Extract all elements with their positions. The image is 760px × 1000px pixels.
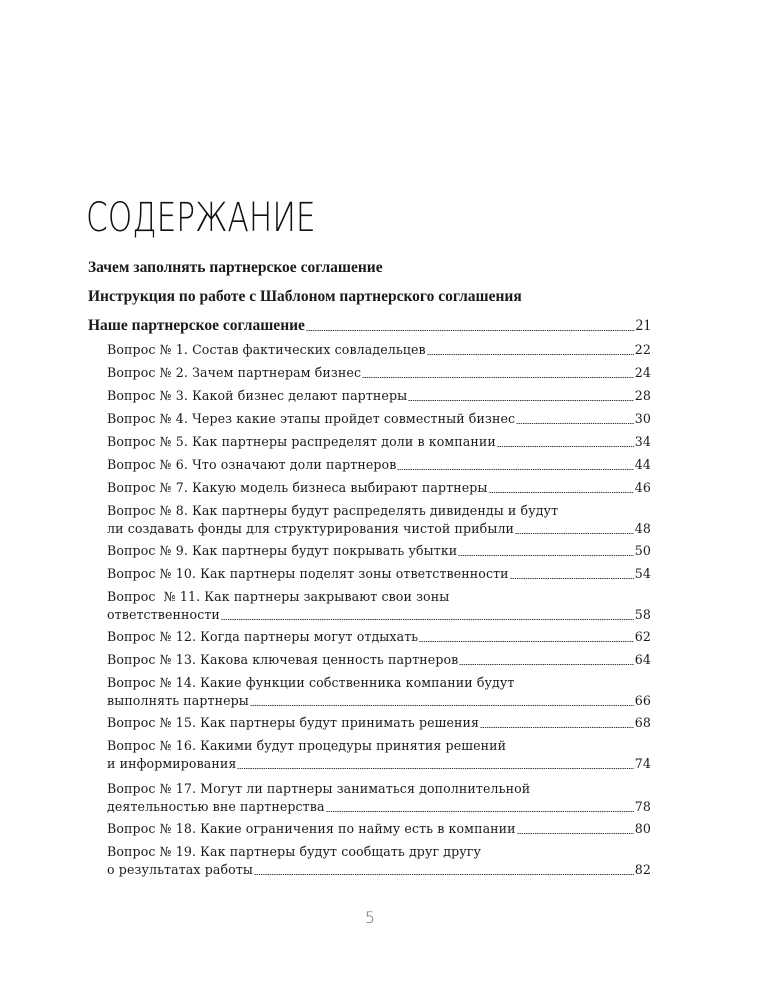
toc-entry-text: Вопрос № 6. Что означают доли партнеров xyxy=(107,457,397,472)
toc-page-number: 30 xyxy=(634,411,651,426)
toc-entry[interactable] xyxy=(107,341,651,359)
dot-leader xyxy=(427,354,634,355)
toc-entry-text: ответственности xyxy=(107,607,220,622)
toc-entry-text: деятельностью вне партнерства xyxy=(107,799,325,814)
dot-leader xyxy=(458,555,633,556)
dot-leader xyxy=(419,641,634,642)
toc-entry[interactable] xyxy=(107,433,651,451)
toc-entry-text: о результатах работы xyxy=(107,862,254,877)
toc-page-number: 58 xyxy=(634,607,651,622)
toc-entry-text: Вопрос № 5. Как партнеры распределят доли в компании xyxy=(107,434,496,449)
toc-page-number: 54 xyxy=(634,566,651,581)
dot-leader xyxy=(510,578,634,579)
toc-entry[interactable] xyxy=(107,674,651,710)
toc-entry-text: выполнять партнеры xyxy=(107,693,249,708)
toc-entry[interactable] xyxy=(107,364,651,382)
toc-page-number: 62 xyxy=(634,629,651,644)
toc-page-number: 80 xyxy=(634,821,651,836)
toc-entry-text: Вопрос № 8. Как партнеры будут распределять дивиденды и будут xyxy=(107,503,559,518)
toc-heading-text: Наше партнерское соглашение xyxy=(88,317,305,334)
dot-leader xyxy=(254,874,634,875)
dot-leader xyxy=(221,619,634,620)
toc-entry-text: Вопрос № 12. Когда партнеры могут отдыхать xyxy=(107,629,419,644)
toc-entry[interactable] xyxy=(107,651,651,669)
dot-leader xyxy=(306,330,635,331)
toc-entry-text: Вопрос № 2. Зачем партнерам бизнес xyxy=(107,365,362,380)
dot-leader xyxy=(516,423,634,424)
toc-page-number: 78 xyxy=(634,799,651,814)
toc-page-number: 82 xyxy=(634,862,651,877)
toc-entry-text: Вопрос № 16. Какими будут процедуры принятия решений xyxy=(107,738,507,753)
toc-heading[interactable] xyxy=(88,317,651,335)
toc-page-number: 46 xyxy=(634,480,651,495)
toc-entry[interactable] xyxy=(107,502,651,538)
toc-page-number: 24 xyxy=(634,365,651,380)
page-number: 5 xyxy=(364,908,376,927)
toc-entry-text: Вопрос № 1. Состав фактических совладельцев xyxy=(107,342,426,357)
toc-entry-text: Вопрос № 3. Какой бизнес делают партнеры xyxy=(107,388,408,403)
toc-entry[interactable] xyxy=(107,542,651,560)
toc-heading[interactable] xyxy=(88,259,651,277)
dot-leader xyxy=(497,446,634,447)
dot-leader xyxy=(397,469,633,470)
toc-entry-text: Вопрос № 14. Какие функции собственника компании будут xyxy=(107,675,515,690)
toc-entry-text: Вопрос № 4. Через какие этапы пройдет совместный бизнес xyxy=(107,411,516,426)
toc-page-number: 22 xyxy=(634,342,651,357)
toc-heading[interactable] xyxy=(88,288,651,306)
toc-entry-text: ли создавать фонды для структурирования чистой прибыли xyxy=(107,521,515,536)
toc-page-number: 28 xyxy=(634,388,651,403)
dot-leader xyxy=(489,492,634,493)
page-title: СОДЕРЖАНИЕ xyxy=(86,195,316,241)
toc-entry-text: Вопрос № 10. Как партнеры поделят зоны ответственности xyxy=(107,566,509,581)
dot-leader xyxy=(362,377,634,378)
toc-entry[interactable] xyxy=(107,410,651,428)
toc-entry[interactable] xyxy=(107,456,651,474)
toc-entry[interactable] xyxy=(107,628,651,646)
toc-entry-text: Вопрос № 19. Как партнеры будут сообщать друг другу xyxy=(107,844,482,859)
toc-page-number: 21 xyxy=(635,317,651,334)
toc-entry[interactable] xyxy=(107,588,651,624)
toc-page-number: 34 xyxy=(634,434,651,449)
toc-heading-text: Зачем заполнять партнерское соглашение xyxy=(88,259,383,276)
toc-entry-text: Вопрос № 9. Как партнеры будут покрывать убытки xyxy=(107,543,458,558)
dot-leader xyxy=(459,664,633,665)
toc-entry-text: Вопрос № 11. Как партнеры закрывают свои зоны xyxy=(107,589,450,604)
toc-entry[interactable] xyxy=(107,780,651,816)
toc-entry[interactable] xyxy=(107,843,651,879)
toc-entry[interactable] xyxy=(107,820,651,838)
toc-page-number: 50 xyxy=(634,543,651,558)
dot-leader xyxy=(517,833,634,834)
toc-heading-text: Инструкция по работе с Шаблоном партнерского соглашения xyxy=(88,288,522,305)
toc-entry[interactable] xyxy=(107,714,651,732)
dot-leader xyxy=(480,727,634,728)
toc-entry-text: и информирования xyxy=(107,756,237,771)
dot-leader xyxy=(326,811,634,812)
dot-leader xyxy=(515,533,634,534)
dot-leader xyxy=(408,400,634,401)
toc-page-number: 68 xyxy=(634,715,651,730)
toc-entry-text: Вопрос № 15. Как партнеры будут принимать решения xyxy=(107,715,480,730)
toc-entry[interactable] xyxy=(107,737,651,773)
toc-entry-text: Вопрос № 17. Могут ли партнеры заниматься дополнительной xyxy=(107,781,531,796)
toc-page-number: 44 xyxy=(634,457,651,472)
toc-entry-text: Вопрос № 13. Какова ключевая ценность партнеров xyxy=(107,652,459,667)
toc-page-number: 64 xyxy=(634,652,651,667)
toc-entry-text: Вопрос № 18. Какие ограничения по найму есть в компании xyxy=(107,821,516,836)
toc-entry[interactable] xyxy=(107,387,651,405)
dot-leader xyxy=(237,768,633,769)
toc-page-number: 74 xyxy=(634,756,651,771)
toc-entry-text: Вопрос № 7. Какую модель бизнеса выбирают партнеры xyxy=(107,480,488,495)
toc-entry[interactable] xyxy=(107,479,651,497)
toc-page-number: 66 xyxy=(634,693,651,708)
toc-entry[interactable] xyxy=(107,565,651,583)
dot-leader xyxy=(250,705,634,706)
toc-page-number: 48 xyxy=(634,521,651,536)
